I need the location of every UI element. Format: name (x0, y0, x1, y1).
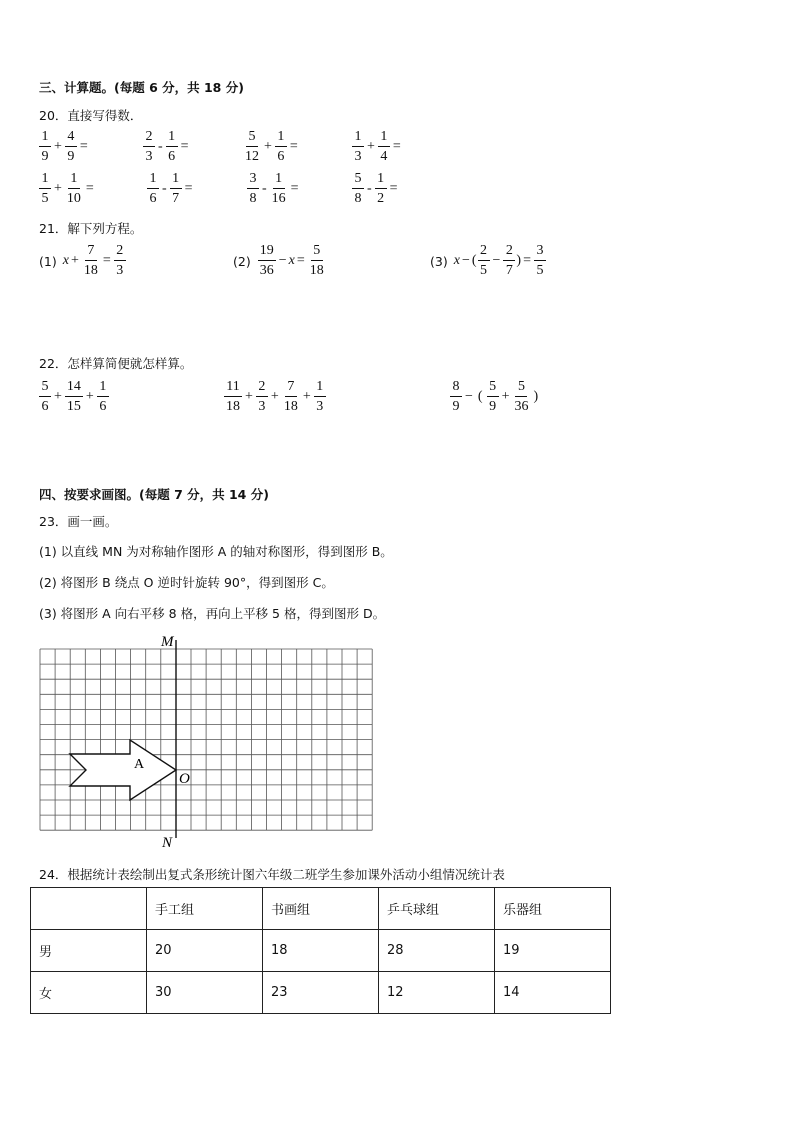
table-header-cell: 书画组 (263, 888, 379, 930)
q20-item-8: $\frac{5}{8}$ - $\frac{1}{2}$ = (351, 172, 400, 206)
q23-instruction-3: (3) 将图形 A 向右平移 8 格，再向上平移 5 格，得到图形 D。 (39, 606, 386, 621)
label-n: N (162, 835, 173, 851)
point-o-label: O (179, 771, 190, 787)
q22-expression-2: $\frac{11}{18}$ + $\frac{2}{3}$ + $\frac{7}{18}$ + $\frac{1}{3}$ (223, 380, 327, 414)
grid-lines (40, 649, 372, 830)
q21-equation-2: (2) $\frac{19}{36}$ − x = $\frac{5}{18}$ (233, 243, 324, 278)
table-row (31, 972, 611, 1014)
q22-expression-1: $\frac{5}{6}$ + $\frac{14}{15}$ + $\frac{1}{6}$ (38, 380, 110, 414)
table-cell: 20 (147, 930, 263, 972)
q21-equation-1: (1) x + $\frac{7}{18}$ = $\frac{2}{3}$ (39, 244, 127, 278)
q21-equation-3: (3) x − ( $\frac{2}{5}$ − $\frac{2}{7}$ ) = $\frac{3}{5}$ (430, 244, 547, 278)
q20-item-5: $\frac{1}{5}$ + $\frac{1}{10}$ = (38, 172, 96, 206)
question-21-title: 21．解下列方程。 (39, 221, 143, 236)
shape-a (70, 740, 176, 800)
shape-a-label: A (134, 757, 145, 772)
table-header-cell: 手工组 (147, 888, 263, 930)
table-cell: 男 (31, 930, 147, 972)
table-cell: 18 (263, 930, 379, 972)
table-cell: 12 (379, 972, 495, 1014)
q20-item-1: $\frac{1}{9}$ + $\frac{4}{9}$ = (38, 130, 90, 164)
q20-item-7: $\frac{3}{8}$ - $\frac{1}{16}$ = (246, 172, 301, 206)
q23-instruction-1: (1) 以直线 MN 为对称轴作图形 A 的轴对称图形，得到图形 B。 (39, 544, 393, 559)
question-22-title: 22．怎样算简便就怎样算。 (39, 356, 193, 371)
q20-item-2: $\frac{2}{3}$ - $\frac{1}{6}$ = (142, 130, 191, 164)
q20-item-6: $\frac{1}{6}$ - $\frac{1}{7}$ = (146, 172, 195, 206)
section-4-heading: 四、按要求画图。(每题 7 分，共 14 分) (39, 487, 269, 502)
table-header-cell: 乐器组 (495, 888, 611, 930)
table-cell: 30 (147, 972, 263, 1014)
stats-table (30, 887, 611, 1014)
table-row (31, 930, 611, 972)
question-24-title: 24．根据统计表绘制出复式条形统计图六年级二班学生参加课外活动小组情况统计表 (39, 867, 505, 882)
q20-item-4: $\frac{1}{3}$ + $\frac{1}{4}$ = (351, 130, 403, 164)
q22-expression-3: $\frac{8}{9}$ − ( $\frac{5}{9}$ + $\frac{5}{36}$ ) (449, 380, 538, 414)
question-20-title: 20．直接写得数． (39, 108, 143, 123)
table-cell: 28 (379, 930, 495, 972)
table-header-cell (31, 888, 147, 930)
question-23-title: 23．画一画。 (39, 514, 118, 529)
table-header-cell: 乒乓球组 (379, 888, 495, 930)
table-cell: 19 (495, 930, 611, 972)
section-3-heading: 三、计算题。(每题 6 分，共 18 分) (39, 80, 244, 95)
q20-item-3: $\frac{5}{12}$ + $\frac{1}{6}$ = (245, 129, 298, 164)
label-m: M (161, 634, 174, 650)
table-cell: 女 (31, 972, 147, 1014)
q23-instruction-2: (2) 将图形 B 绕点 O 逆时针旋转 90°，得到图形 C。 (39, 575, 334, 590)
table-header-row (31, 888, 611, 930)
table-cell: 14 (495, 972, 611, 1014)
table-cell: 23 (263, 972, 379, 1014)
